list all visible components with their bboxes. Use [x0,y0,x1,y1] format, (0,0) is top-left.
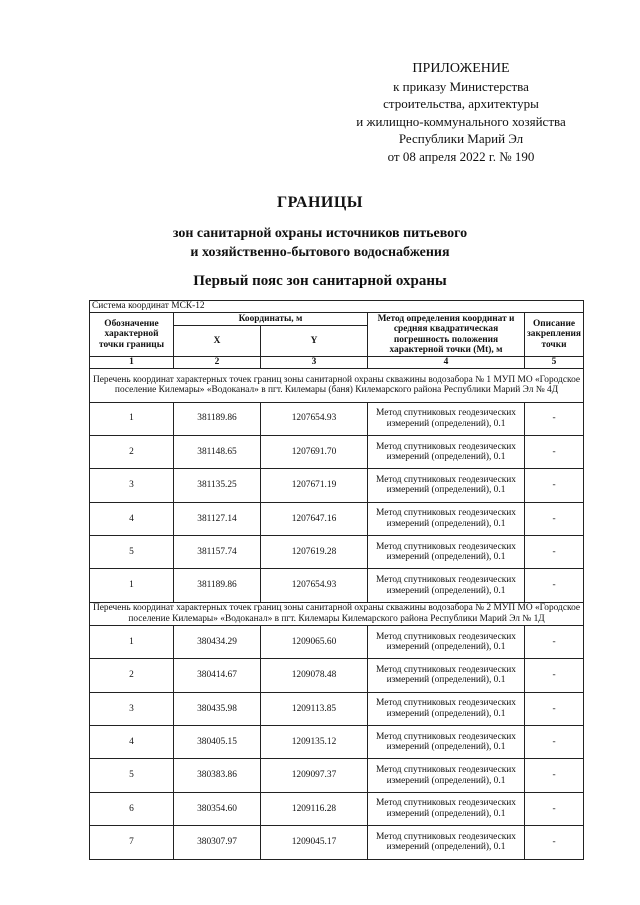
header-point: Обозначение характерной точки границы [90,313,174,357]
description-cell: - [525,502,584,535]
point-number-cell: 1 [90,569,174,602]
y-coordinate-cell: 1209078.48 [261,659,368,692]
header-description: Описание закрепления точки [525,313,584,357]
table-row [90,569,584,602]
table-row [90,792,584,825]
x-coordinate-cell: 380354.60 [174,792,261,825]
header-y: Y [261,326,368,357]
y-coordinate-cell: 1209097.37 [261,759,368,792]
appendix-ministry-line-2: и жилищно-коммунального хозяйства [356,113,566,129]
method-cell: Метод спутниковых геодезических измерений (определений), 0.1 [368,469,525,502]
table-row [90,536,584,569]
subtitle-line-1: зон санитарной охраны источников питьевого [172,226,468,241]
table-row [90,625,584,658]
table-row [90,435,584,468]
method-cell: Метод спутниковых геодезических измерений (определений), 0.1 [368,569,525,602]
header-coordinates: Координаты, м [174,313,368,326]
appendix-order-line: к приказу Министерства [393,78,529,94]
y-coordinate-cell: 1209135.12 [261,726,368,759]
table-row [90,759,584,792]
y-coordinate-cell: 1207654.93 [261,569,368,602]
table-row [90,826,584,859]
description-cell: - [525,402,584,435]
method-cell: Метод спутниковых геодезических измерений (определений), 0.1 [368,759,525,792]
appendix-label: ПРИЛОЖЕНИЕ [412,61,510,76]
point-number-cell: 4 [90,502,174,535]
y-coordinate-cell: 1209065.60 [261,625,368,658]
description-cell: - [525,625,584,658]
description-cell: - [525,469,584,502]
description-cell: - [525,826,584,859]
y-coordinate-cell: 1209113.85 [261,692,368,725]
appendix-republic-line: Республики Марий Эл [398,131,524,146]
appendix-ministry-line: строительства, архитектуры [383,96,539,111]
table-row [90,502,584,535]
column-number: 5 [525,357,584,369]
y-coordinate-cell: 1207691.70 [261,435,368,468]
method-cell: Метод спутниковых геодезических измерений (определений), 0.1 [368,435,525,468]
x-coordinate-cell: 380383.86 [174,759,261,792]
y-coordinate-cell: 1209116.28 [261,792,368,825]
table-row [90,692,584,725]
coordinate-system-label: Система координат МСК-12 [90,301,584,313]
x-coordinate-cell: 380307.97 [174,826,261,859]
x-coordinate-cell: 381189.86 [174,569,261,602]
column-number: 2 [174,357,261,369]
x-coordinate-cell: 381157.74 [174,536,261,569]
coordinates-table [89,300,584,860]
appendix-date-line: от 08 апреля 2022 г. № 190 [387,148,535,164]
method-cell: Метод спутниковых геодезических измерений (определений), 0.1 [368,826,525,859]
table-row [90,469,584,502]
section-1-caption: Перечень координат характерных точек границ зоны санитарной охраны скважины водозабора № 1 МУП МО «Городское поселение Килемары» «Водоканал» в пгт. Килемары (баня) Килемарского района Республики Марий Эл № 4Д [90,368,584,402]
method-cell: Метод спутниковых геодезических измерений (определений), 0.1 [368,536,525,569]
y-coordinate-cell: 1207671.19 [261,469,368,502]
description-cell: - [525,726,584,759]
subtitle-line-2: и хозяйственно-бытового водоснабжения [190,245,450,260]
description-cell: - [525,692,584,725]
method-cell: Метод спутниковых геодезических измерений (определений), 0.1 [368,792,525,825]
x-coordinate-cell: 380414.67 [174,659,261,692]
description-cell: - [525,536,584,569]
method-cell: Метод спутниковых геодезических измерений (определений), 0.1 [368,726,525,759]
method-cell: Метод спутниковых геодезических измерений (определений), 0.1 [368,625,525,658]
point-number-cell: 4 [90,726,174,759]
y-coordinate-cell: 1209045.17 [261,826,368,859]
document-subtitle [0,224,640,262]
method-cell: Метод спутниковых геодезических измерений (определений), 0.1 [368,502,525,535]
x-coordinate-cell: 380405.15 [174,726,261,759]
point-number-cell: 1 [90,402,174,435]
method-cell: Метод спутниковых геодезических измерений (определений), 0.1 [368,402,525,435]
x-coordinate-cell: 380434.29 [174,625,261,658]
description-cell: - [525,759,584,792]
method-cell: Метод спутниковых геодезических измерений (определений), 0.1 [368,659,525,692]
y-coordinate-cell: 1207619.28 [261,536,368,569]
x-coordinate-cell: 381189.86 [174,402,261,435]
point-number-cell: 2 [90,659,174,692]
x-coordinate-cell: 380435.98 [174,692,261,725]
document-title: ГРАНИЦЫ [276,194,363,211]
point-number-cell: 6 [90,792,174,825]
table-row [90,659,584,692]
column-number: 1 [90,357,174,369]
column-number: 3 [261,357,368,369]
point-number-cell: 5 [90,759,174,792]
point-number-cell: 5 [90,536,174,569]
appendix-header [330,60,592,165]
table-row [90,726,584,759]
point-number-cell: 3 [90,692,174,725]
point-number-cell: 2 [90,435,174,468]
description-cell: - [525,435,584,468]
y-coordinate-cell: 1207654.93 [261,402,368,435]
method-cell: Метод спутниковых геодезических измерений (определений), 0.1 [368,692,525,725]
x-coordinate-cell: 381148.65 [174,435,261,468]
x-coordinate-cell: 381135.25 [174,469,261,502]
point-number-cell: 1 [90,625,174,658]
header-method: Метод определения координат и средняя квадратическая погрешность положения характерной точки (Mt), м [368,313,525,357]
column-number: 4 [368,357,525,369]
header-x: X [174,326,261,357]
description-cell: - [525,569,584,602]
point-number-cell: 7 [90,826,174,859]
point-number-cell: 3 [90,469,174,502]
y-coordinate-cell: 1207647.16 [261,502,368,535]
x-coordinate-cell: 381127.14 [174,502,261,535]
belt-heading: Первый пояс зон санитарной охраны [193,273,447,289]
table-row [90,402,584,435]
description-cell: - [525,659,584,692]
section-2-caption: Перечень координат характерных точек границ зоны санитарной охраны скважины водозабора № 2 МУП МО «Городское поселение Килемары» «Водоканал» в пгт. Килемары Килемарского района Республики Марий Эл № 1Д [90,602,584,625]
description-cell: - [525,792,584,825]
